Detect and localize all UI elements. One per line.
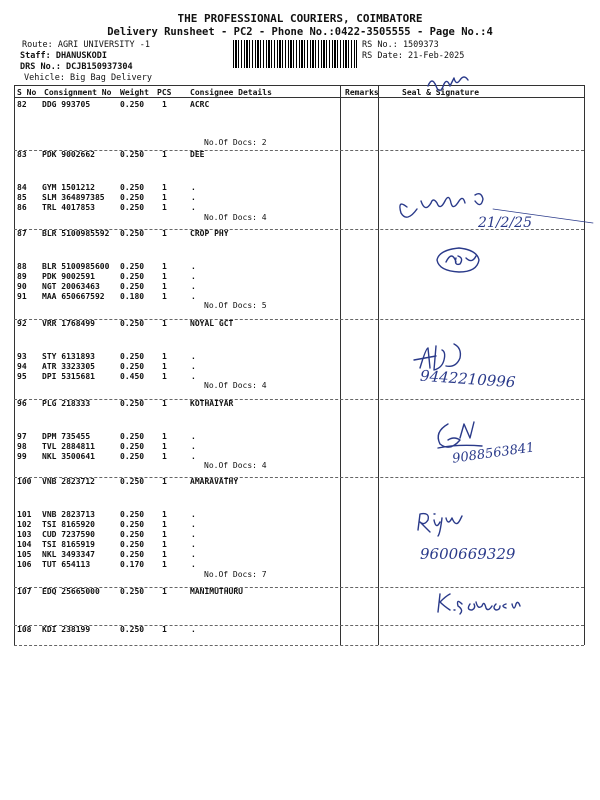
consignee-name: MANIMUTHURU: [190, 587, 243, 596]
consignee-dot: .: [191, 262, 196, 271]
pcs-cell: 1: [162, 540, 167, 549]
consignment-cell: TRL 4017853: [42, 203, 95, 212]
row-separator: [14, 645, 584, 646]
consignee-dot: .: [191, 203, 196, 212]
col-consignment: Consignment No: [44, 88, 112, 97]
weight-cell: 0.250: [120, 540, 145, 549]
barcode: [233, 40, 357, 68]
weight-cell: 0.250: [120, 319, 145, 328]
sno-cell: 91: [17, 292, 27, 301]
signature-4: [412, 508, 472, 538]
weight-cell: 0.250: [120, 587, 145, 596]
pcs-cell: 1: [162, 452, 167, 461]
weight-cell: 0.250: [120, 193, 145, 202]
consignee-dot: .: [191, 510, 196, 519]
consignee-dot: .: [191, 625, 196, 634]
pcs-cell: 1: [162, 477, 167, 486]
vehicle-label: Vehicle: Big Bag Delivery: [24, 73, 152, 83]
consignment-cell: SLM 364897385: [42, 193, 105, 202]
pcs-cell: 1: [162, 203, 167, 212]
pcs-cell: 1: [162, 262, 167, 271]
row-separator: [14, 399, 584, 400]
pcs-cell: 1: [162, 282, 167, 291]
consignment-cell: KDI 238199: [42, 625, 91, 634]
consignment-cell: NKL 3493347: [42, 550, 95, 559]
sno-cell: 93: [17, 352, 27, 361]
handwritten-phone-3: 9600669329: [420, 545, 516, 563]
table-left-border: [14, 85, 15, 645]
pcs-cell: 1: [162, 530, 167, 539]
sno-cell: 87: [17, 229, 27, 238]
sno-cell: 102: [17, 520, 32, 529]
consignment-cell: DPM 735455: [42, 432, 91, 441]
consignment-cell: BLR 5100985600: [42, 262, 110, 271]
sno-cell: 98: [17, 442, 27, 451]
weight-cell: 0.250: [120, 477, 145, 486]
header-bottom-border: [14, 97, 584, 98]
stamp-scribble: [434, 244, 484, 274]
rs-date: RS Date: 21-Feb-2025: [362, 51, 465, 61]
sno-cell: 94: [17, 362, 27, 371]
pcs-cell: 1: [162, 625, 167, 634]
consignee-dot: .: [191, 550, 196, 559]
pcs-cell: 1: [162, 183, 167, 192]
col-pcs: PCS: [157, 88, 172, 97]
handwritten-scribble: [420, 74, 480, 94]
pcs-cell: 1: [162, 442, 167, 451]
consignee-dot: .: [191, 530, 196, 539]
pcs-cell: 1: [162, 510, 167, 519]
handwritten-phone-2: 9088563841: [451, 440, 536, 467]
consignment-cell: PDK 9002662: [42, 150, 95, 159]
consignment-cell: TVL 2884811: [42, 442, 95, 451]
consignee-dot: .: [191, 520, 196, 529]
pcs-cell: 1: [162, 352, 167, 361]
sno-cell: 92: [17, 319, 27, 328]
consignment-cell: EDQ 25665000: [42, 587, 100, 596]
weight-cell: 0.250: [120, 100, 145, 109]
sno-cell: 84: [17, 183, 27, 192]
consignee-dot: .: [191, 282, 196, 291]
consignment-cell: STY 6131893: [42, 352, 95, 361]
sno-cell: 89: [17, 272, 27, 281]
weight-cell: 0.250: [120, 442, 145, 451]
consignment-cell: MAA 650667592: [42, 292, 105, 301]
sno-cell: 90: [17, 282, 27, 291]
consignee-dot: .: [191, 292, 196, 301]
consignment-cell: NKL 3500641: [42, 452, 95, 461]
weight-cell: 0.250: [120, 229, 145, 238]
consignee-dot: .: [191, 452, 196, 461]
consignee-dot: .: [191, 362, 196, 371]
consignment-cell: DPI 5315681: [42, 372, 95, 381]
weight-cell: 0.250: [120, 625, 145, 634]
col-sno: S No: [17, 88, 37, 97]
sno-cell: 108: [17, 625, 32, 634]
weight-cell: 0.250: [120, 203, 145, 212]
col-weight: Weight: [120, 88, 149, 97]
pcs-cell: 1: [162, 372, 167, 381]
row-separator: [14, 477, 584, 478]
weight-cell: 0.250: [120, 399, 145, 408]
docs-count: No.Of Docs: 7: [204, 570, 267, 579]
consignment-cell: VRR 1768499: [42, 319, 95, 328]
sno-cell: 96: [17, 399, 27, 408]
consignment-cell: DDG 993705: [42, 100, 91, 109]
pcs-cell: 1: [162, 319, 167, 328]
col-signature: Seal & Signature: [402, 88, 480, 97]
docs-count: No.Of Docs: 2: [204, 138, 267, 147]
consignee-dot: .: [191, 442, 196, 451]
consignee-name: DEE: [190, 150, 205, 159]
sno-cell: 106: [17, 560, 32, 569]
remarks-divider: [340, 85, 341, 645]
consignment-cell: TUT 654113: [42, 560, 91, 569]
page-title: Delivery Runsheet - PC2 - Phone No.:0422-3505555 - Page No.:4: [107, 26, 493, 38]
sno-cell: 104: [17, 540, 32, 549]
weight-cell: 0.250: [120, 362, 145, 371]
weight-cell: 0.250: [120, 352, 145, 361]
col-consignee: Consignee Details: [190, 88, 272, 97]
sno-cell: 88: [17, 262, 27, 271]
consignee-name: AMARAVATHY: [190, 477, 239, 486]
consignee-dot: .: [191, 193, 196, 202]
consignment-cell: NGT 20063463: [42, 282, 100, 291]
pcs-cell: 1: [162, 560, 167, 569]
pcs-cell: 1: [162, 100, 167, 109]
table-top-border: [14, 85, 584, 86]
docs-count: No.Of Docs: 4: [204, 213, 267, 222]
drs-label: DRS No.: DCJB150937304: [20, 62, 133, 72]
consignment-cell: PLG 218333: [42, 399, 91, 408]
consignee-name: CROP PHY: [190, 229, 229, 238]
weight-cell: 0.250: [120, 282, 145, 291]
handwritten-phone-1: 9442210996: [419, 366, 516, 392]
weight-cell: 0.250: [120, 262, 145, 271]
route-label: Route: AGRI UNIVERSITY -1: [22, 40, 150, 50]
rs-number: RS No.: 1509373: [362, 40, 439, 50]
table-right-border: [584, 85, 585, 645]
consignee-dot: .: [191, 540, 196, 549]
consignee-dot: .: [191, 183, 196, 192]
consignee-dot: .: [191, 372, 196, 381]
consignment-cell: CUD 7237590: [42, 530, 95, 539]
row-separator: [14, 150, 584, 151]
col-remarks: Remarks: [345, 88, 379, 97]
company-name: THE PROFESSIONAL COURIERS, COIMBATORE: [177, 12, 423, 25]
consignment-cell: GYM 1501212: [42, 183, 95, 192]
sno-cell: 83: [17, 150, 27, 159]
consignment-cell: ATR 3323305: [42, 362, 95, 371]
weight-cell: 0.180: [120, 292, 145, 301]
row-separator: [14, 625, 584, 626]
sno-cell: 103: [17, 530, 32, 539]
sno-cell: 105: [17, 550, 32, 559]
consignment-cell: VNB 2823712: [42, 477, 95, 486]
docs-count: No.Of Docs: 4: [204, 381, 267, 390]
docs-count: No.Of Docs: 5: [204, 301, 267, 310]
consignee-dot: .: [191, 352, 196, 361]
consignee-name: ACRC: [190, 100, 210, 109]
sno-cell: 95: [17, 372, 27, 381]
sno-cell: 101: [17, 510, 32, 519]
sno-cell: 97: [17, 432, 27, 441]
consignment-cell: TSI 8165920: [42, 520, 95, 529]
weight-cell: 0.250: [120, 272, 145, 281]
pcs-cell: 1: [162, 229, 167, 238]
weight-cell: 0.450: [120, 372, 145, 381]
sno-cell: 85: [17, 193, 27, 202]
weight-cell: 0.250: [120, 183, 145, 192]
signature-5: [432, 590, 562, 614]
pcs-cell: 1: [162, 432, 167, 441]
sno-cell: 82: [17, 100, 27, 109]
weight-cell: 0.250: [120, 530, 145, 539]
weight-cell: 0.170: [120, 560, 145, 569]
weight-cell: 0.250: [120, 452, 145, 461]
docs-count: No.Of Docs: 4: [204, 461, 267, 470]
consignee-name: NOYAL GCT: [190, 319, 234, 328]
pcs-cell: 1: [162, 399, 167, 408]
pcs-cell: 1: [162, 362, 167, 371]
consignment-cell: VNB 2823713: [42, 510, 95, 519]
sno-cell: 107: [17, 587, 32, 596]
pcs-cell: 1: [162, 550, 167, 559]
sno-cell: 100: [17, 477, 32, 486]
pcs-cell: 1: [162, 193, 167, 202]
consignee-dot: .: [191, 432, 196, 441]
row-separator: [14, 319, 584, 320]
pcs-cell: 1: [162, 150, 167, 159]
weight-cell: 0.250: [120, 150, 145, 159]
consignment-cell: TSI 8165919: [42, 540, 95, 549]
weight-cell: 0.250: [120, 432, 145, 441]
pcs-cell: 1: [162, 292, 167, 301]
consignment-cell: PDK 9002591: [42, 272, 95, 281]
weight-cell: 0.250: [120, 550, 145, 559]
weight-cell: 0.250: [120, 520, 145, 529]
signature-date: 21/2/25: [478, 215, 532, 231]
weight-cell: 0.250: [120, 510, 145, 519]
staff-label: Staff: DHANUSKODI: [20, 51, 107, 61]
consignment-cell: BLR 5100985592: [42, 229, 110, 238]
pcs-cell: 1: [162, 272, 167, 281]
signature-divider: [378, 85, 379, 645]
sno-cell: 86: [17, 203, 27, 212]
sno-cell: 99: [17, 452, 27, 461]
pcs-cell: 1: [162, 520, 167, 529]
consignee-name: KOTHAIYAR: [190, 399, 234, 408]
consignee-dot: .: [191, 272, 196, 281]
consignee-dot: .: [191, 560, 196, 569]
pcs-cell: 1: [162, 587, 167, 596]
